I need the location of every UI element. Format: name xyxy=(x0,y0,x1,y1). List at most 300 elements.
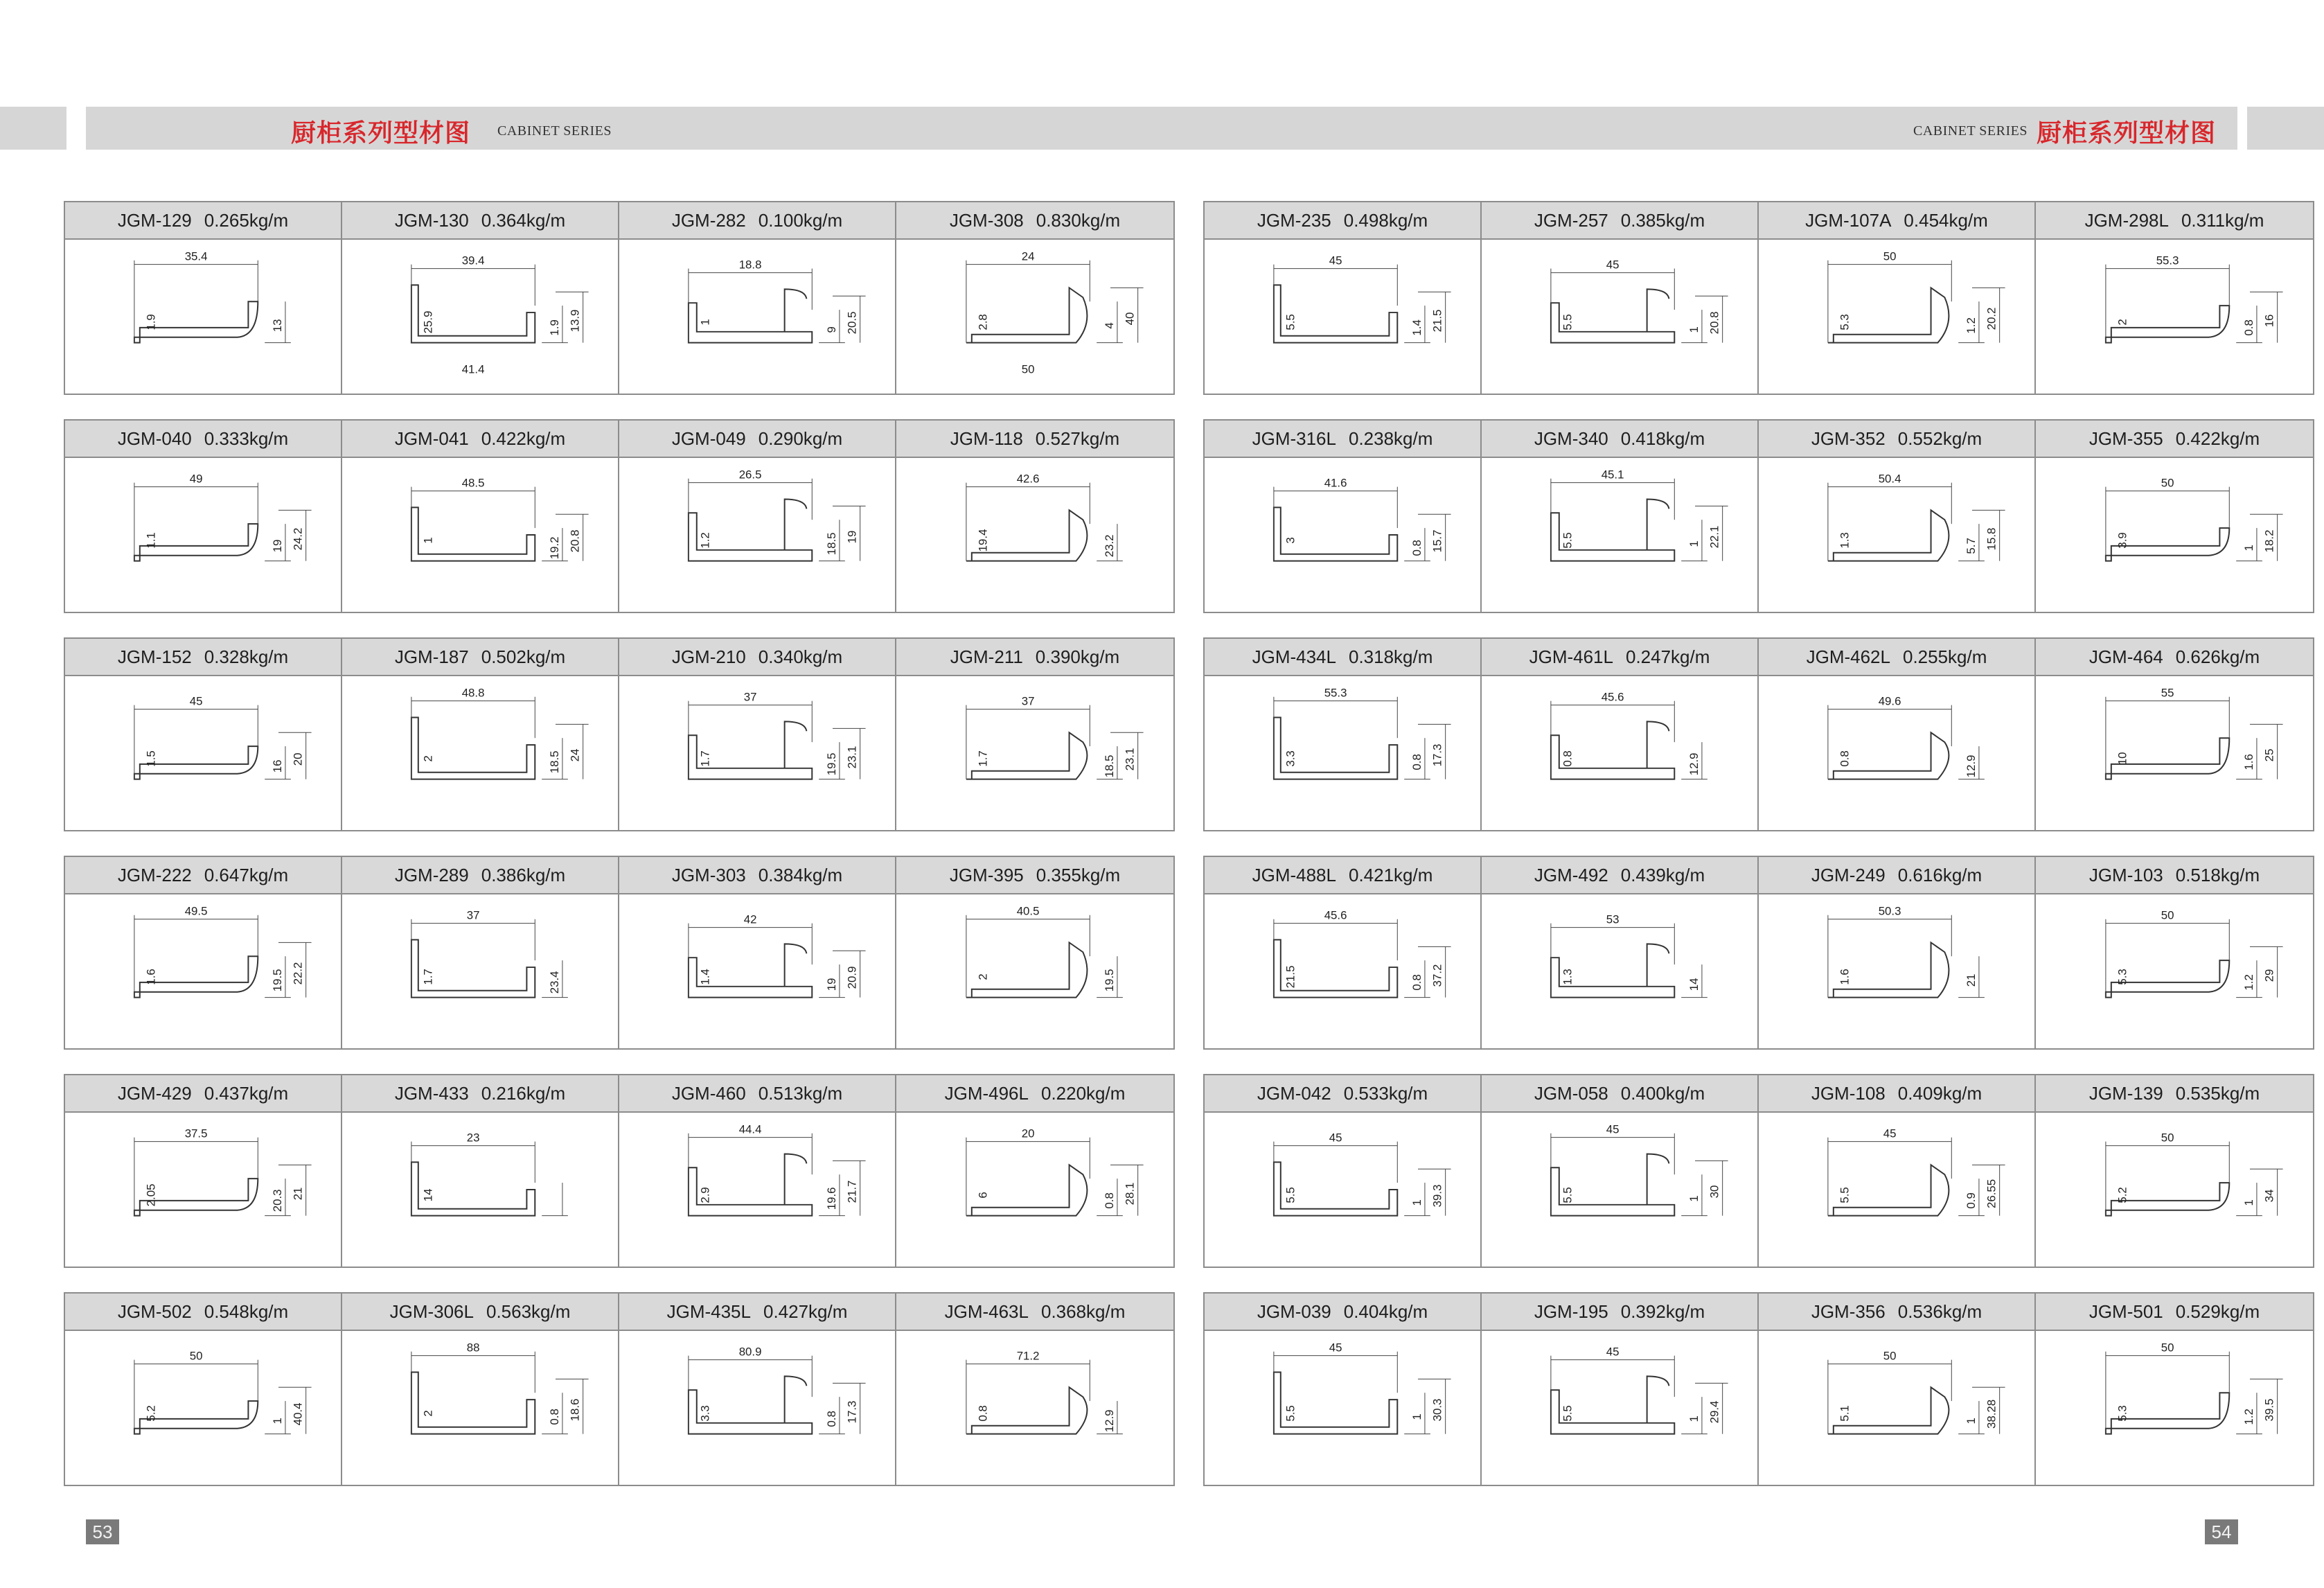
profile-cross-section xyxy=(2036,894,2313,1048)
profile-cell xyxy=(342,1075,619,1267)
profile-outline xyxy=(1551,1376,1674,1433)
profile-header xyxy=(619,857,895,894)
profile-code: JGM-395 xyxy=(949,864,1024,885)
dimension-label: 26.55 xyxy=(1985,1179,1998,1209)
profile-drawing xyxy=(1205,240,1480,394)
profile-cross-section xyxy=(1205,458,1480,612)
dimension-label: 1 xyxy=(1687,326,1701,333)
series-title-en-right: CABINET SERIES xyxy=(1913,123,2028,139)
profile-cell xyxy=(896,1294,1173,1485)
profile-cell xyxy=(1759,1294,2036,1485)
dimension-label: 13.9 xyxy=(568,309,582,333)
profile-drawing xyxy=(1482,458,1757,612)
profile-code: JGM-303 xyxy=(671,864,746,885)
profile-outline xyxy=(411,1372,535,1433)
profile-cross-section xyxy=(619,894,895,1048)
profile-header xyxy=(65,1294,341,1331)
dimension-label: 20 xyxy=(291,752,305,766)
profile-code: JGM-235 xyxy=(1257,209,1331,231)
profile-header xyxy=(65,857,341,894)
dimension-label: 5.5 xyxy=(1838,1187,1852,1203)
dimension-label: 1.7 xyxy=(976,750,990,767)
profile-code: JGM-139 xyxy=(2088,1082,2163,1104)
profile-drawing xyxy=(65,240,341,394)
profile-code: JGM-041 xyxy=(394,427,469,449)
profile-code: JGM-211 xyxy=(950,646,1023,667)
profile-drawing xyxy=(1482,676,1757,830)
dimension-label: 55 xyxy=(2161,686,2174,700)
profile-cell xyxy=(2036,202,2313,394)
profile-weight: 0.392kg/m xyxy=(1620,1300,1705,1322)
profile-cell xyxy=(1482,1294,1759,1485)
profile-drawing xyxy=(2036,240,2313,394)
profile-cross-section xyxy=(896,894,1173,1048)
profile-code: JGM-152 xyxy=(117,646,192,667)
profile-drawing xyxy=(1482,894,1757,1048)
profile-weight: 0.385kg/m xyxy=(1620,209,1705,231)
dimension-label: 3.9 xyxy=(2115,532,2129,549)
series-title-cn-left: 厨柜系列型材图 xyxy=(291,119,471,148)
profile-drawing xyxy=(2036,1331,2313,1485)
profile-panel xyxy=(64,201,1175,395)
profile-code: JGM-461L xyxy=(1529,646,1613,667)
dimension-label: 49.5 xyxy=(184,904,208,918)
profile-drawing xyxy=(896,240,1173,394)
profile-code: JGM-042 xyxy=(1257,1082,1331,1104)
profile-code: JGM-195 xyxy=(1534,1300,1608,1322)
profile-weight: 0.368kg/m xyxy=(1040,1300,1126,1322)
dimension-label: 1.3 xyxy=(1838,532,1852,549)
profile-cross-section xyxy=(896,676,1173,830)
profile-code: JGM-249 xyxy=(1811,864,1886,885)
profile-outline xyxy=(1274,285,1397,342)
dimension-label: 17.3 xyxy=(1430,743,1444,767)
dimension-label: 2 xyxy=(976,973,990,980)
profile-code: JGM-222 xyxy=(117,864,192,885)
dimension-label: 55.3 xyxy=(2156,254,2179,267)
profile-cross-section xyxy=(619,1331,895,1485)
dimension-label: 1 xyxy=(1410,1413,1423,1420)
dimension-label: 45 xyxy=(1329,1341,1342,1355)
profile-header xyxy=(1759,202,2034,240)
profile-cell xyxy=(1482,1075,1759,1267)
dimension-label: 42.6 xyxy=(1016,472,1040,486)
profile-outline xyxy=(1551,499,1674,561)
profile-cross-section xyxy=(1205,1113,1480,1267)
series-title-en-left: CABINET SERIES xyxy=(497,123,612,139)
dimension-label: 23.2 xyxy=(1102,534,1116,558)
profile-weight: 0.616kg/m xyxy=(1897,864,1983,885)
dimension-label: 18.8 xyxy=(738,258,762,272)
dimension-label: 23.4 xyxy=(547,971,561,994)
profile-panel xyxy=(1203,856,2314,1050)
profile-outline xyxy=(689,1376,812,1433)
profile-cell xyxy=(619,857,896,1048)
profile-header xyxy=(896,202,1173,240)
profile-header xyxy=(65,202,341,240)
profile-header xyxy=(619,421,895,458)
profile-weight: 0.421kg/m xyxy=(1348,864,1433,885)
profile-weight: 0.418kg/m xyxy=(1620,427,1705,449)
profile-header xyxy=(1482,1075,1757,1113)
profile-panel xyxy=(1203,1074,2314,1268)
profile-panel xyxy=(1203,637,2314,831)
dimension-label: 23.1 xyxy=(845,746,859,769)
dimension-label: 50 xyxy=(1883,249,1897,263)
dimension-label: 20.5 xyxy=(845,311,859,335)
profile-header xyxy=(619,1294,895,1331)
profile-cell xyxy=(1759,202,2036,394)
profile-cross-section xyxy=(342,894,618,1048)
profile-cell xyxy=(619,639,896,830)
dimension-label: 0.8 xyxy=(547,1409,561,1425)
profile-cell xyxy=(1759,639,2036,830)
profile-outline xyxy=(411,939,535,997)
dimension-label: 45 xyxy=(1883,1127,1897,1140)
profile-panel xyxy=(1203,419,2314,613)
profile-header xyxy=(1205,1075,1480,1113)
dimension-label: 38.28 xyxy=(1985,1399,1998,1429)
dimension-label: 50 xyxy=(2161,1131,2174,1145)
profile-drawing xyxy=(1759,894,2034,1048)
dimension-label: 20.2 xyxy=(1985,307,1998,330)
profile-code: JGM-187 xyxy=(394,646,469,667)
dimension-label: 23.1 xyxy=(1123,748,1137,771)
profile-panel xyxy=(64,1292,1175,1486)
profile-cross-section xyxy=(1205,894,1480,1048)
profile-panel xyxy=(64,1074,1175,1268)
profile-code: JGM-464 xyxy=(2088,646,2163,667)
profile-weight: 0.552kg/m xyxy=(1897,427,1983,449)
profile-cell xyxy=(65,857,342,1048)
dimension-label: 0.8 xyxy=(1102,1192,1116,1209)
profile-code: JGM-433 xyxy=(394,1082,469,1104)
profile-cross-section xyxy=(2036,240,2313,394)
dimension-label: 39.4 xyxy=(461,254,485,267)
profile-cross-section xyxy=(1759,458,2034,612)
profile-cell xyxy=(896,1075,1173,1267)
dimension-label: 23 xyxy=(466,1131,480,1145)
profile-cell xyxy=(896,857,1173,1048)
dimension-label: 55.3 xyxy=(1324,686,1347,700)
dimension-label: 48.8 xyxy=(461,686,485,700)
profile-code: JGM-501 xyxy=(2088,1300,2163,1322)
dimension-label: 1.4 xyxy=(1410,319,1423,336)
profile-outline xyxy=(689,499,812,561)
dimension-label: 5.5 xyxy=(1284,314,1297,330)
profile-weight: 0.626kg/m xyxy=(2175,646,2260,667)
profile-outline xyxy=(689,289,812,342)
profile-weight: 0.220kg/m xyxy=(1040,1082,1126,1104)
profile-drawing xyxy=(619,458,895,612)
profile-cell xyxy=(1205,639,1482,830)
profile-cell xyxy=(1759,1075,2036,1267)
profile-drawing xyxy=(2036,458,2313,612)
profile-code: JGM-130 xyxy=(394,209,469,231)
profile-outline xyxy=(1551,1154,1674,1215)
profile-cross-section xyxy=(1482,894,1757,1048)
profile-header xyxy=(1482,202,1757,240)
dimension-label: 88 xyxy=(466,1341,480,1355)
profile-code: JGM-356 xyxy=(1811,1300,1886,1322)
profile-code: JGM-429 xyxy=(117,1082,192,1104)
profile-code: JGM-355 xyxy=(2088,427,2163,449)
dimension-label: 10 xyxy=(2115,752,2129,766)
profile-header xyxy=(1759,1294,2034,1331)
dimension-label: 80.9 xyxy=(738,1345,762,1359)
dimension-label: 3.3 xyxy=(698,1405,712,1422)
dimension-label: 25 xyxy=(2262,748,2276,762)
profile-code: JGM-289 xyxy=(394,864,469,885)
dimension-label: 30.3 xyxy=(1430,1398,1444,1422)
profile-weight: 0.255kg/m xyxy=(1902,646,1987,667)
dimension-label: 12.9 xyxy=(1964,755,1978,778)
profile-drawing xyxy=(619,240,895,394)
dimension-label: 18.5 xyxy=(1102,755,1116,778)
dimension-label: 28.1 xyxy=(1123,1182,1137,1206)
profile-cross-section xyxy=(1482,240,1757,394)
profile-cross-section xyxy=(1482,1331,1757,1485)
profile-drawing xyxy=(65,458,341,612)
profile-header xyxy=(1482,421,1757,458)
dimension-label: 5.5 xyxy=(1284,1187,1297,1203)
profile-cross-section xyxy=(1482,1113,1757,1267)
profile-drawing xyxy=(1205,1331,1480,1485)
profile-drawing xyxy=(2036,676,2313,830)
profile-header xyxy=(342,202,618,240)
dimension-label: 19.5 xyxy=(270,969,284,992)
dimension-label: 37.5 xyxy=(184,1127,208,1140)
dimension-label: 25.9 xyxy=(421,310,435,334)
profile-code: JGM-058 xyxy=(1534,1082,1608,1104)
profile-drawing xyxy=(342,894,618,1048)
profile-weight: 0.647kg/m xyxy=(204,864,289,885)
dimension-label: 5.5 xyxy=(1284,1405,1297,1422)
profile-weight: 0.318kg/m xyxy=(1348,646,1433,667)
dimension-label: 21.5 xyxy=(1284,965,1297,989)
dimension-label: 1.2 xyxy=(2242,974,2255,991)
profile-code: JGM-298L xyxy=(2084,209,2169,231)
profile-weight: 0.328kg/m xyxy=(204,646,289,667)
profile-weight: 0.238kg/m xyxy=(1348,427,1433,449)
profile-cross-section xyxy=(65,458,341,612)
profile-cell xyxy=(65,421,342,612)
profile-cross-section xyxy=(2036,458,2313,612)
dimension-label: 19 xyxy=(845,530,859,544)
profile-panel xyxy=(1203,201,2314,395)
profile-header xyxy=(1205,202,1480,240)
dimension-label: 41.4 xyxy=(461,362,485,376)
dimension-label: 29.4 xyxy=(1707,1400,1721,1424)
profile-cross-section xyxy=(619,240,895,394)
profile-cross-section xyxy=(1759,240,2034,394)
profile-cross-section xyxy=(2036,1331,2313,1485)
profile-cross-section xyxy=(896,1331,1173,1485)
dimension-label: 21 xyxy=(1964,973,1978,987)
profile-header xyxy=(896,1075,1173,1113)
profile-drawing xyxy=(896,676,1173,830)
profile-panel xyxy=(64,856,1175,1050)
profile-cell xyxy=(65,639,342,830)
profile-outline xyxy=(1274,1372,1397,1433)
profile-cross-section xyxy=(2036,1113,2313,1267)
dimension-label: 18.5 xyxy=(547,750,561,774)
profile-code: JGM-460 xyxy=(671,1082,746,1104)
profile-drawing xyxy=(619,1113,895,1267)
dimension-label: 1 xyxy=(1964,1418,1978,1424)
profile-cell xyxy=(1482,639,1759,830)
dimension-label: 0.8 xyxy=(824,1411,838,1427)
dimension-label: 14 xyxy=(421,1188,435,1202)
dimension-label: 16 xyxy=(2262,314,2276,328)
dimension-label: 6 xyxy=(976,1192,990,1199)
dimension-label: 0.8 xyxy=(1410,540,1423,556)
profile-panel xyxy=(1203,1292,2314,1486)
profile-cell xyxy=(2036,857,2313,1048)
dimension-label: 20.8 xyxy=(568,529,582,553)
profile-code: JGM-306L xyxy=(389,1300,474,1322)
dimension-label: 2.05 xyxy=(144,1183,158,1207)
profile-code: JGM-502 xyxy=(117,1300,192,1322)
profile-weight: 0.502kg/m xyxy=(481,646,566,667)
profile-drawing xyxy=(1482,240,1757,394)
dimension-label: 0.8 xyxy=(976,1405,990,1422)
dimension-label: 45.1 xyxy=(1601,468,1624,482)
profile-cross-section xyxy=(1482,458,1757,612)
dimension-label: 12.9 xyxy=(1102,1409,1116,1433)
dimension-label: 45 xyxy=(1606,1345,1620,1359)
profile-drawing xyxy=(896,1113,1173,1267)
profile-header xyxy=(342,639,618,676)
profile-cross-section xyxy=(65,676,341,830)
profile-header xyxy=(2036,421,2313,458)
dimension-label: 1 xyxy=(2242,545,2255,552)
profile-cross-section xyxy=(65,894,341,1048)
dimension-label: 45.6 xyxy=(1601,690,1624,704)
dimension-label: 1.2 xyxy=(2242,1409,2255,1425)
profile-cross-section xyxy=(896,240,1173,394)
profile-header xyxy=(2036,639,2313,676)
profile-code: JGM-210 xyxy=(671,646,746,667)
profile-header xyxy=(2036,1075,2313,1113)
profile-header xyxy=(1759,857,2034,894)
profile-code: JGM-308 xyxy=(949,209,1024,231)
profile-drawing xyxy=(65,676,341,830)
dimension-label: 18.5 xyxy=(824,532,838,556)
profile-cell xyxy=(342,857,619,1048)
dimension-label: 50 xyxy=(2161,476,2174,490)
dimension-label: 40.4 xyxy=(291,1402,305,1426)
profile-drawing xyxy=(342,676,618,830)
profile-cell xyxy=(342,202,619,394)
dimension-label: 21.5 xyxy=(1430,309,1444,333)
profile-header xyxy=(1205,857,1480,894)
dimension-label: 19.5 xyxy=(1102,969,1116,992)
dimension-label: 2.9 xyxy=(698,1187,712,1203)
band-gap-right xyxy=(2237,107,2247,150)
profile-header xyxy=(342,1294,618,1331)
dimension-label: 1.6 xyxy=(144,969,158,985)
profile-cross-section xyxy=(1482,676,1757,830)
profile-code: JGM-049 xyxy=(671,427,746,449)
profile-cell xyxy=(342,421,619,612)
dimension-label: 41.6 xyxy=(1324,476,1347,490)
dimension-label: 45 xyxy=(1329,254,1342,267)
profile-drawing xyxy=(896,458,1173,612)
profile-weight: 0.830kg/m xyxy=(1036,209,1121,231)
dimension-label: 1 xyxy=(421,537,435,544)
profile-weight: 0.563kg/m xyxy=(486,1300,571,1322)
dimension-label: 1.7 xyxy=(698,750,712,767)
profile-drawing xyxy=(342,240,618,394)
profile-cross-section xyxy=(1759,676,2034,830)
profile-drawing xyxy=(65,1113,341,1267)
dimension-label: 0.8 xyxy=(1410,754,1423,770)
dimension-label: 35.4 xyxy=(184,249,208,263)
dimension-label: 2 xyxy=(421,1410,435,1417)
profile-outline xyxy=(1274,717,1397,779)
dimension-label: 1.9 xyxy=(144,314,158,330)
dimension-label: 22.2 xyxy=(291,962,305,985)
dimension-label: 1.7 xyxy=(421,969,435,985)
profile-cross-section xyxy=(342,1113,618,1267)
profile-cross-section xyxy=(619,1113,895,1267)
dimension-label: 0.8 xyxy=(1561,750,1575,767)
profile-weight: 0.390kg/m xyxy=(1035,646,1120,667)
profile-cross-section xyxy=(619,458,895,612)
profile-outline xyxy=(1551,721,1674,779)
profile-header xyxy=(619,202,895,240)
dimension-label: 39.3 xyxy=(1430,1184,1444,1208)
profile-drawing xyxy=(1205,458,1480,612)
profile-cell xyxy=(1205,421,1482,612)
profile-weight: 0.533kg/m xyxy=(1343,1082,1428,1104)
dimension-label: 49.6 xyxy=(1878,694,1901,708)
dimension-label: 37 xyxy=(1021,694,1035,708)
profile-header xyxy=(1759,421,2034,458)
profile-drawing xyxy=(65,894,341,1048)
profile-code: JGM-282 xyxy=(671,209,746,231)
profile-code: JGM-118 xyxy=(950,427,1023,449)
profile-drawing xyxy=(1759,1331,2034,1485)
profile-code: JGM-257 xyxy=(1534,209,1608,231)
profile-cell xyxy=(619,421,896,612)
dimension-label: 45 xyxy=(1329,1131,1342,1145)
dimension-label: 37.2 xyxy=(1430,964,1444,987)
profile-drawing xyxy=(1482,1331,1757,1485)
profile-header xyxy=(342,857,618,894)
dimension-label: 50.3 xyxy=(1878,904,1901,918)
profile-header xyxy=(65,1075,341,1113)
dimension-label: 1.3 xyxy=(1561,969,1575,985)
dimension-label: 15.7 xyxy=(1430,529,1444,553)
profile-weight: 0.427kg/m xyxy=(763,1300,848,1322)
profile-code: JGM-129 xyxy=(117,209,192,231)
profile-weight: 0.454kg/m xyxy=(1904,209,1988,231)
page-number-right: 54 xyxy=(2205,1519,2238,1544)
dimension-label: 50.4 xyxy=(1878,472,1901,486)
profile-outline xyxy=(689,721,812,779)
profile-header xyxy=(1205,421,1480,458)
dimension-label: 45 xyxy=(1606,258,1620,272)
profile-outline xyxy=(966,942,1088,997)
dimension-label: 24.2 xyxy=(291,527,305,551)
profile-cell xyxy=(65,202,342,394)
dimension-label: 19.4 xyxy=(976,529,990,552)
profile-panel xyxy=(64,419,1175,613)
profile-weight: 0.384kg/m xyxy=(758,864,843,885)
profile-code: JGM-496L xyxy=(944,1082,1029,1104)
